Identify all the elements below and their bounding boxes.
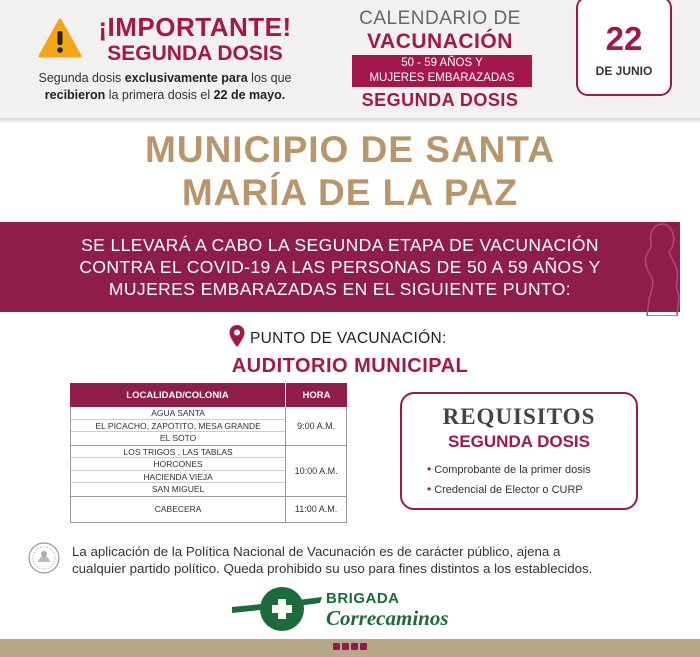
social-icons [333, 643, 367, 650]
brigada-label: BRIGADA [326, 590, 400, 607]
schedule-table [70, 383, 347, 523]
date-month: DE JUNIO [595, 64, 653, 78]
requirement-item: • Credencial de Elector o CURP [427, 482, 583, 496]
requirements-card [400, 392, 638, 510]
requirement-item: • Comprobante de la primer dosis [427, 462, 591, 476]
warning-icon [38, 18, 82, 58]
calendar-dose: SEGUNDA DOSIS [361, 90, 519, 110]
date-day: 22 [605, 20, 643, 57]
location-pin-icon [228, 324, 246, 348]
location-cell: AGUA SANTA [71, 407, 285, 420]
youtube-icon[interactable] [360, 643, 367, 650]
correcaminos-label: Correcaminos [326, 606, 449, 630]
table-header [70, 383, 347, 407]
location-cell: SAN MIGUEL [151, 484, 205, 494]
calendar-title: CALENDARIO DE [359, 8, 521, 29]
instagram-icon[interactable] [351, 643, 358, 650]
legal-notice: La aplicación de la Política Nacional de Vacunación es de carácter público, ajena a cualquier partido político. Queda prohibido su uso para fines distintos a los establecidos. [72, 544, 593, 576]
table-row-group [70, 407, 347, 446]
municipality-title: MUNICIPIO DE SANTA MARÍA DE LA PAZ [145, 129, 555, 213]
location-cell: HORCONES [71, 458, 285, 471]
vaccination-point-value: AUDITORIO MUNICIPAL [231, 355, 469, 377]
national-seal-icon [28, 542, 60, 574]
header-divider [0, 118, 700, 124]
calendar-title-emphasis: VACUNACIÓN [367, 30, 513, 53]
location-cell: HACIENDA VIEJA [71, 471, 285, 484]
important-subtitle: SEGUNDA DOSIS [107, 42, 283, 65]
time-cell: 9:00 A.M. [297, 420, 336, 431]
important-title: ¡IMPORTANTE! [98, 12, 292, 42]
location-cell: LOS TRIGOS , LAS TABLAS [71, 446, 285, 459]
location-cell: CABECERA [154, 503, 202, 514]
calendar-target-band: 50 - 59 AÑOS Y MUJERES EMBARAZADAS [352, 55, 532, 87]
column-header-time: HORA [302, 389, 331, 401]
pregnant-woman-icon [633, 220, 693, 316]
important-note: Segunda dosis exclusivamente para los que recibieron la primera dosis el 22 de mayo. [38, 71, 292, 102]
time-cell: 11:00 A.M. [294, 504, 338, 514]
announcement-text: SE LLEVARÁ A CABO LA SEGUNDA ETAPA DE VACUNACIÓN CONTRA EL COVID-19 A LAS PERSONAS DE 50 A 59 AÑOS Y MUJERES EMBARAZADAS EN EL SIGUIENTE PUNTO: [79, 235, 601, 299]
location-cell: EL SOTO [159, 433, 197, 443]
time-cell: 10:00 A.M. [294, 465, 338, 476]
vaccination-point-label: PUNTO DE VACUNACIÓN: [250, 330, 447, 347]
table-row-group [70, 446, 347, 497]
date-badge [576, 0, 672, 96]
column-header-location: LOCALIDAD/COLONIA [70, 383, 286, 407]
requirements-subtitle: SEGUNDA DOSIS [447, 432, 590, 451]
requirements-title: REQUISITOS [442, 404, 596, 429]
table-row-group [70, 497, 347, 523]
facebook-icon[interactable] [333, 643, 340, 650]
location-cell: EL PICACHO, ZAPOTITO, MESA GRANDE [71, 420, 285, 433]
twitter-icon[interactable] [342, 643, 349, 650]
brigada-logo-icon [232, 583, 322, 635]
